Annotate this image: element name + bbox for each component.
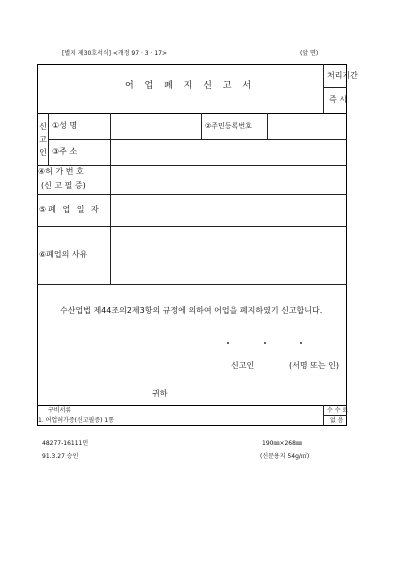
fee-row-divider	[323, 415, 347, 416]
paper-type: (신문용지 54g/㎡)	[260, 453, 310, 460]
resident-no-label: ②주민등록번호	[205, 122, 252, 130]
closure-date-value-field[interactable]	[111, 195, 346, 225]
signature-label: (서명 또는 인)	[289, 361, 339, 370]
processing-period-value: 즉 시	[329, 95, 347, 104]
form-code: 48277-16111민	[42, 440, 89, 447]
processing-row-divider	[323, 87, 347, 88]
declaration-statement: 수산업법 제44조의2제3항의 규정에 의하여 어업을 폐지하였기 신고합니다.	[60, 306, 323, 315]
closure-date-label: ⑤폐 업 일 자	[39, 205, 101, 214]
closure-reason-label: ⑥폐업의 사유	[39, 250, 88, 259]
attachments-label: 구비서류	[48, 407, 72, 414]
recipient-label: 귀하	[152, 389, 168, 398]
applicant-group-label: 신 고 인	[39, 122, 47, 157]
resident-no-left-divider	[201, 113, 202, 139]
processing-period-label: 처리기간	[327, 71, 358, 80]
address-value-field[interactable]	[111, 140, 346, 164]
reporter-label: 신고인	[231, 361, 255, 370]
resident-no-value-field[interactable]	[268, 114, 346, 138]
fee-label: 수 수 료	[327, 407, 349, 414]
form-title: 어 업 폐 지 신 고 서	[125, 81, 256, 91]
closure-reason-value-field[interactable]	[111, 227, 346, 283]
name-value-field[interactable]	[111, 114, 200, 138]
attachments-top-line	[37, 405, 347, 406]
fee-value: 없 음	[330, 417, 344, 424]
closure-reason-row-bottom	[37, 284, 347, 285]
name-label: ①성 명	[52, 121, 78, 130]
page-side-label: (앞 면)	[300, 50, 319, 57]
license-no-label: ④허 가 번 호	[38, 167, 84, 176]
approval-date: 91.3.27 승인	[42, 453, 79, 460]
date-dot	[264, 342, 266, 344]
paper-size: 190㎜×268㎜	[262, 440, 302, 447]
date-dot	[300, 342, 302, 344]
address-label: ③주 소	[52, 147, 78, 156]
date-dot	[227, 342, 229, 344]
license-no-sublabel: (신 고 필 증)	[41, 181, 86, 190]
attachment-item-1: 1. 어업허가증(신고필증) 1통	[38, 417, 114, 424]
license-no-value-field[interactable]	[111, 166, 346, 193]
processing-divider	[323, 64, 324, 113]
form-reference: [별지 제30호서식] <개정 97 · 3 · 17>	[62, 50, 167, 57]
